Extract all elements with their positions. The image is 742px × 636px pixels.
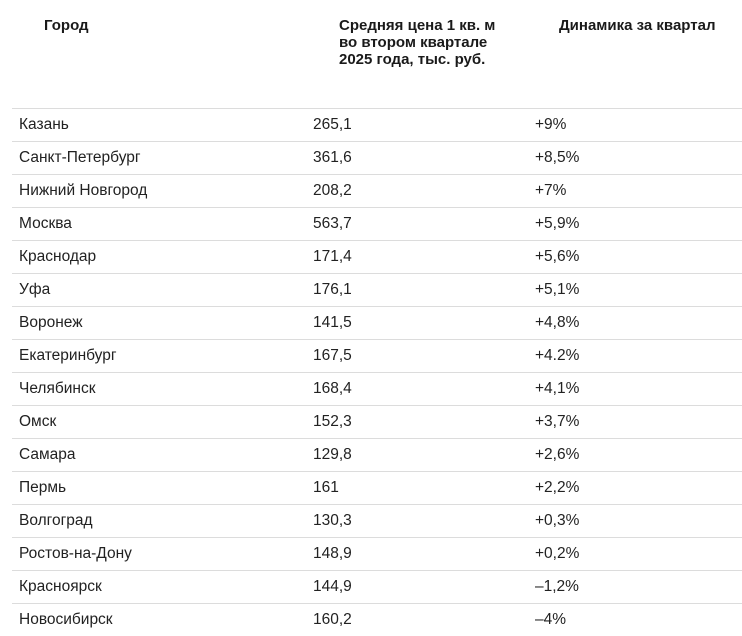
table-row bbox=[12, 537, 742, 570]
cell-dynamics: +5,1% bbox=[535, 281, 580, 298]
cell-price: 130,3 bbox=[313, 512, 352, 529]
cell-dynamics: +8,5% bbox=[535, 149, 580, 166]
header-dynamics: Динамика за квартал bbox=[559, 17, 716, 34]
cell-price: 161 bbox=[313, 479, 339, 496]
header-city: Город bbox=[44, 17, 89, 34]
cell-price: 176,1 bbox=[313, 281, 352, 298]
cell-dynamics: +4,8% bbox=[535, 314, 580, 331]
cell-dynamics: +0,2% bbox=[535, 545, 580, 562]
table-row bbox=[12, 141, 742, 174]
cell-price: 152,3 bbox=[313, 413, 352, 430]
table-row bbox=[12, 174, 742, 207]
cell-city: Челябинск bbox=[19, 380, 96, 397]
cell-price: 167,5 bbox=[313, 347, 352, 364]
cell-dynamics: +5,9% bbox=[535, 215, 580, 232]
cell-city: Екатеринбург bbox=[19, 347, 117, 364]
cell-price: 171,4 bbox=[313, 248, 352, 265]
cell-price: 160,2 bbox=[313, 611, 352, 628]
cell-dynamics: +7% bbox=[535, 182, 567, 199]
cell-dynamics: +2,6% bbox=[535, 446, 580, 463]
cell-price: 148,9 bbox=[313, 545, 352, 562]
table-row bbox=[12, 273, 742, 306]
table-row bbox=[12, 504, 742, 537]
table-row bbox=[12, 207, 742, 240]
cell-dynamics: –1,2% bbox=[535, 578, 579, 595]
cell-city: Новосибирск bbox=[19, 611, 113, 628]
cell-city: Санкт-Петербург bbox=[19, 149, 141, 166]
table-row bbox=[12, 405, 742, 438]
table-row bbox=[12, 438, 742, 471]
table-row bbox=[12, 471, 742, 504]
cell-price: 208,2 bbox=[313, 182, 352, 199]
cell-city: Воронеж bbox=[19, 314, 83, 331]
table-row bbox=[12, 306, 742, 339]
table-header bbox=[0, 0, 742, 108]
header-price: Средняя цена 1 кв. м во втором квартале 2025 года, тыс. руб. bbox=[339, 17, 496, 68]
table-row bbox=[12, 108, 742, 141]
cell-price: 265,1 bbox=[313, 116, 352, 133]
cell-city: Волгоград bbox=[19, 512, 93, 529]
table-row bbox=[12, 372, 742, 405]
cell-price: 144,9 bbox=[313, 578, 352, 595]
cell-dynamics: +0,3% bbox=[535, 512, 580, 529]
cell-city: Самара bbox=[19, 446, 76, 463]
cell-city: Омск bbox=[19, 413, 57, 430]
cell-dynamics: +2,2% bbox=[535, 479, 580, 496]
cell-city: Уфа bbox=[19, 281, 51, 298]
table-row bbox=[12, 603, 742, 633]
cell-dynamics: +9% bbox=[535, 116, 567, 133]
cell-price: 141,5 bbox=[313, 314, 352, 331]
table-row bbox=[12, 570, 742, 603]
cell-city: Нижний Новгород bbox=[19, 182, 148, 199]
cell-city: Казань bbox=[19, 116, 69, 133]
table-row bbox=[12, 339, 742, 372]
cell-price: 563,7 bbox=[313, 215, 352, 232]
cell-price: 129,8 bbox=[313, 446, 352, 463]
cell-city: Москва bbox=[19, 215, 72, 232]
cell-city: Пермь bbox=[19, 479, 67, 496]
table-row bbox=[12, 240, 742, 273]
cell-dynamics: +4.2% bbox=[535, 347, 580, 364]
cell-city: Красноярск bbox=[19, 578, 102, 595]
cell-price: 361,6 bbox=[313, 149, 352, 166]
cell-dynamics: +5,6% bbox=[535, 248, 580, 265]
cell-city: Ростов-на-Дону bbox=[19, 545, 132, 562]
cell-dynamics: –4% bbox=[535, 611, 567, 628]
cell-dynamics: +4,1% bbox=[535, 380, 580, 397]
cell-dynamics: +3,7% bbox=[535, 413, 580, 430]
table-body bbox=[12, 108, 742, 633]
cell-city: Краснодар bbox=[19, 248, 97, 265]
cell-price: 168,4 bbox=[313, 380, 352, 397]
